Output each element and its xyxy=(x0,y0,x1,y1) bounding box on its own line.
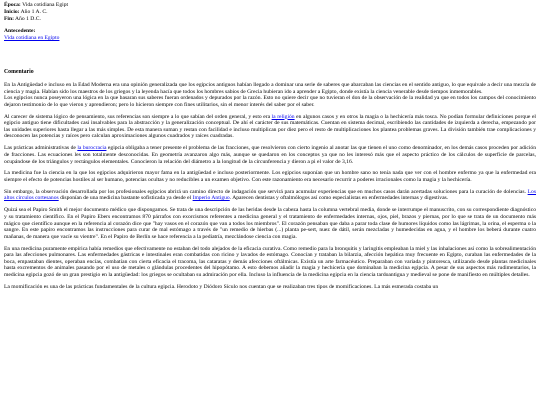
epoca-label: Época: xyxy=(4,2,21,8)
inicio-label: Inicio: xyxy=(4,8,20,15)
metadata-block xyxy=(4,2,536,22)
burocracia-link[interactable]: la burocracia xyxy=(77,145,107,152)
fin-label: Fin: xyxy=(4,15,14,22)
fin-row xyxy=(4,16,536,23)
antecedente-block xyxy=(4,28,536,42)
religion-link[interactable]: la religión xyxy=(271,113,295,120)
paragraph-3: Al carecer de sistema lógico de pensamiento, sus referencias son siempre a lo que sabían del orden general, y esto era la religión en algunos casos y en otros la magia o la hechicería más tosca. No podían formular definiciones porque el egipcio antiguo tiene dificultades casi insalvables para la abstracción y la generalización conceptual. De ahí el carácter de sus matemáticas. Cuentan en sistema decimal, escribiendo las cantidades de izquierda a derecha, empezando por las unidades superiores hasta llegar a las más simples. De esta manera suman y restan con facilidad e incluso multiplican por diez pero el resto de multiplicaciones los plantea problemas graves. La división también trae complicaciones y desconocen las potencias y raíces pero calculan aproximaciones algunos cuadrados y raíces cuadradas. xyxy=(4,113,536,140)
imperio-antiguo-link[interactable]: Imperio Antiguo xyxy=(192,195,230,202)
section-title: Comentario xyxy=(4,68,34,75)
epoca-row xyxy=(4,2,536,9)
paragraph-8: En una medicina puramente empírica había remedios que efectivamente no estaban del todo alejados de la eficacia curativa. Como remedio para la bronquitis y laringitis empleaban la miel y las inhalaciones así como la sobrealimentación para las afecciones pulmonares. Las enfermedades gástricas e intestinales eran combatidas con ricino y lavados de estómago. Conocían y trataban la bilarzia, afección hepática muy frecuente en Egipto, curaban las enfermedades de la boca, empastaban dientes, operaban encías, combatían con cierta eficacia el tracoma, las cataratas y demás afecciones oftálmicas. Existía un arte farmacéutico. Preparaban con variada y pintoresca, utilizando desde plantas medicinales hasta excrementos de animales pasando por el uso de metales o glándulas procedentes del hipopótamo. A esto debemos añadir la magia y hechicería que dominaban la medicina egipcia. A pesar de sus aspectos más rudimentarios, la medicina egipcia gozó de un gran prestigio en la antigüedad: los griegos se ocultaban su admiración por ella. Incluso la influencia de la medicina egipcia en la ciencia tardoantigua y medieval se pone de manifiesto en múltiples detalles. xyxy=(4,245,536,279)
paragraph-9: La momificación es una de las prácticas fundamentales de la cultura egipcia. Herodoto y Diódoro Sículo nos cuentan que se realizaban tres tipos de momificaciones. La más esmerada costaba un xyxy=(4,283,439,290)
paragraph-1: En la Antigüedad e incluso en la Edad Moderna era una opinión generalizada que los egipcios antiguos habían llegado a dominar una serie de saberes que abarcaban las ciencias en el sentido antiguo, lo que equivale a decir una mezcla de ciencia y magia. Habían sido los maestros de los griegos y la leyenda hacía que todos los hombres sabios de Grecia hubieran ido a aprender a Egipto, donde existía la ciencia venerable desde tiempos inmemorables. xyxy=(4,81,536,95)
paragraph-7: Quizá sea el Papiro Smith el mejor documento médico que dispongamos. Se trata de una descripción de las heridas desde la cabeza hasta la columna vertebral media, donde se interrumpe el manuscrito, con su correspondiente diagnóstico y su tratamiento científico. En el Papiro Ebers encontramos 870 párrafos con exorcismos referentes a medicina general y el tratamiento de enfermedades internas, ojos, piel, brazos y piernas, por lo que se trata de un documento más mágico que científico aunque en la referencia al corazón dice que "hay vasos en el corazón que van a todos los miembros". El corazón pensaban que daba a parar toda clase de humores líquidos como las lágrimas, la orina, el esperma o la sangre. En este papiro encontramos las instrucciones para curar de mal estómago a través de "un remedio de hierbas (...) planta pe-sert, nuez de dátil, serán mezcladas y humedecidas en agua, y el hombre los beberá durante cuatro mañanas, de manera que vacíe su vientre". En el Papiro de Berlín se hace referencia a la pediatría, mezclándose ciencia con magia. xyxy=(4,207,536,240)
antecedente-label: Antecedente: xyxy=(4,28,36,35)
paragraph-4: Las prácticas administrativas de la burocracia egipcia obligaba a tener presente el problema de las fracciones, que resolvieron con cierto ingenio al anotar las que tienen el uno como denominador, en los demás casos proceden por adición de fracciones. Las ecuaciones les son totalmente desconocidas. En geometría avanzaron algo más, aunque se quedaron en los conceptos ya que no les interesó más que el aspecto práctico de los cálculos de superficie de parcelas, ocupándose de los triángulos y rectángulos elementales. Conocieron la relación del diámetro a la longitud de la circunferencia y dieron a pi el valor de 3,16. xyxy=(4,145,536,165)
paragraph-2: Los egipcios nunca poseyeron una lógica en la que basaran sus saberes fueran ordenados y depurados por la razón. Esto no quiere decir que no tuvieran el don de la observación de la realidad ya que en todos los campos del conocimiento dejaron testimonio de lo que vieron y aprendieron; pero lo hicieron siempre con fines utilitarios, sin el menor interés del saber por el saber. xyxy=(4,95,536,108)
paragraph-6: Sin embargo, la observación desarrollada por los profesionales egipcios abrirá un camino directo de indagación que servirá para acumular experiencias que en muchos casos darán acertadas soluciones para la curación de dolencias. Los altos círculos cortesanos disponían de una medicina bastante sofisticada ya desde el Imperio Antiguo. Aparecen dentistas y oftalmólogos así como especialistas en enfermedades internas y digestivas. xyxy=(4,188,536,202)
antecedente-link[interactable]: Vida cotidiana en Egipto xyxy=(4,35,60,42)
circulos-cortesanos-link[interactable]: Los altos círculos cortesanos xyxy=(4,188,536,202)
inicio-value: Año 1 A. C. xyxy=(20,8,48,15)
inicio-row xyxy=(4,9,536,16)
epoca-value: Vida cotidiana Egipt xyxy=(22,2,69,8)
fin-value: Año 1 D.C. xyxy=(15,15,41,22)
paragraph-5: La medicina fue la ciencia en la que los egipcios adquirieron mayor fama en la antigüedad e incluso posteriormente. Los egipcios suponían que un hombre sano no tenía nada que ver con el hombre enfermo ya que la enfermedad era siempre el efecto de potencias hostiles al ser humano, potencias ocultas y no reducibles a un examen objetivo. Con este razonamiento era necesario recurrir a poderes irracionales como la magia y la hechicería. xyxy=(4,170,536,183)
